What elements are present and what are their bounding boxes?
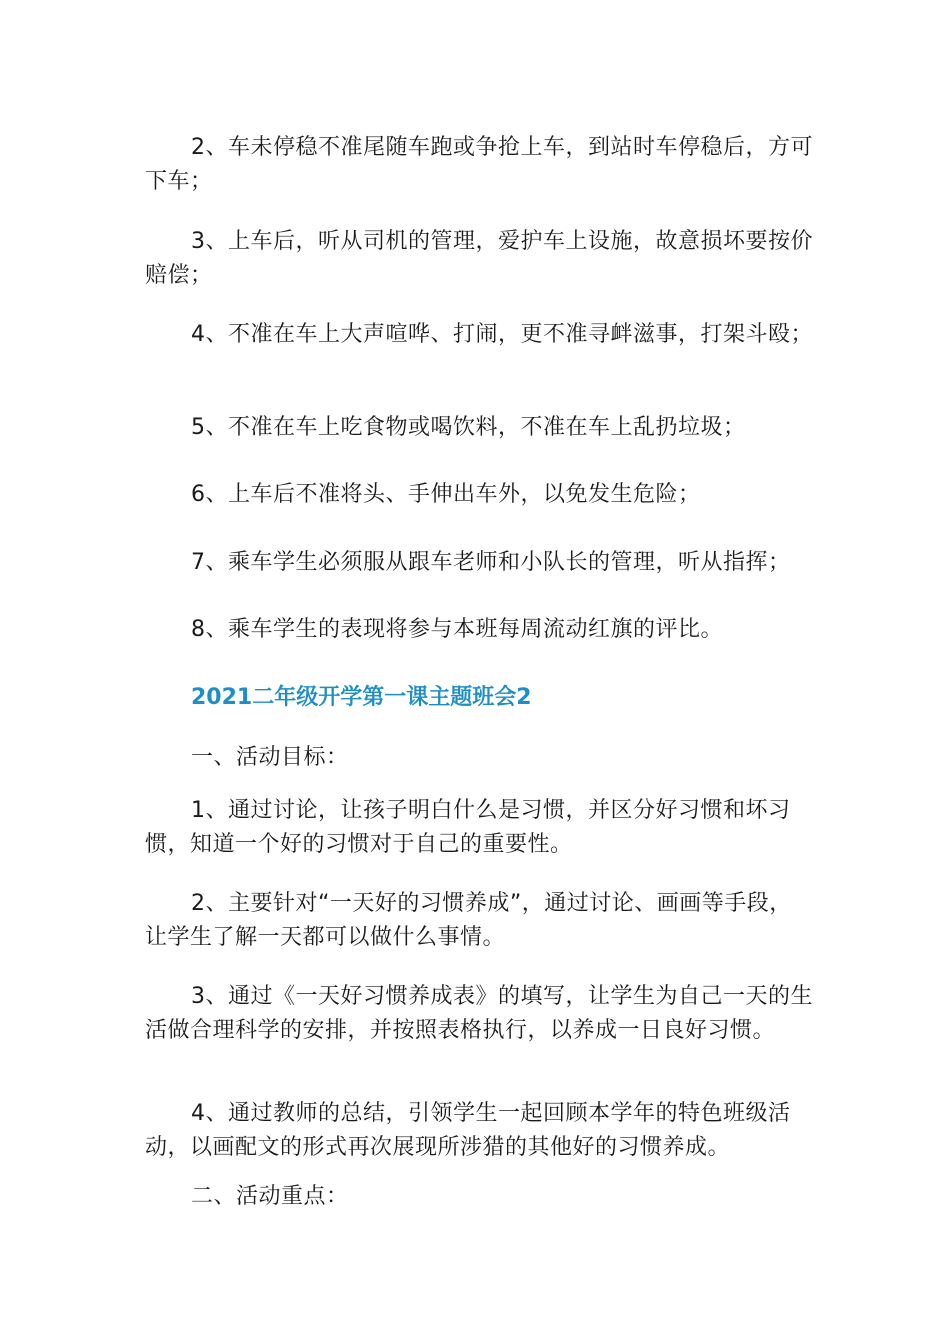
objective-2: 2、主要针对“一天好的习惯养成”，通过讨论、画画等手段，让学生了解一天都可以做什么事情。 — [145, 891, 792, 950]
objective-3: 3、通过《一天好习惯养成表》的填写，让学生为自己一天的生活做合理科学的安排，并按照表格执行，以养成一日良好习惯。 — [145, 984, 813, 1043]
section-title: 2021二年级开学第一课主题班会2 — [191, 685, 532, 710]
rule-6: 6、上车后不准将头、手伸出车外，以免发生危险； — [191, 482, 701, 507]
objectives-heading: 一、活动目标： — [191, 745, 349, 770]
rule-8: 8、乘车学生的表现将参与本班每周流动红旗的评比。 — [191, 617, 723, 642]
rule-3: 3、上车后，听从司机的管理，爱护车上设施，故意损坏要按价赔偿； — [145, 229, 813, 288]
objective-4: 4、通过教师的总结，引领学生一起回顾本学年的特色班级活动，以画配文的形式再次展现所涉猎的其他好的习惯养成。 — [145, 1101, 791, 1160]
rule-7: 7、乘车学生必须服从跟车老师和小队长的管理，听从指挥； — [191, 550, 791, 575]
rule-2: 2、车未停稳不准尾随车跑或争抢上车，到站时车停稳后，方可下车； — [145, 135, 813, 194]
objective-1: 1、通过讨论，让孩子明白什么是习惯，并区分好习惯和坏习惯，知道一个好的习惯对于自己的重要性。 — [145, 798, 791, 857]
rule-5: 5、不准在车上吃食物或喝饮料，不准在车上乱扔垃圾； — [191, 415, 746, 440]
focus-heading: 二、活动重点： — [191, 1184, 349, 1209]
rule-4: 4、不准在车上大声喧哗、打闹，更不准寻衅滋事，打架斗殴； — [191, 322, 813, 347]
